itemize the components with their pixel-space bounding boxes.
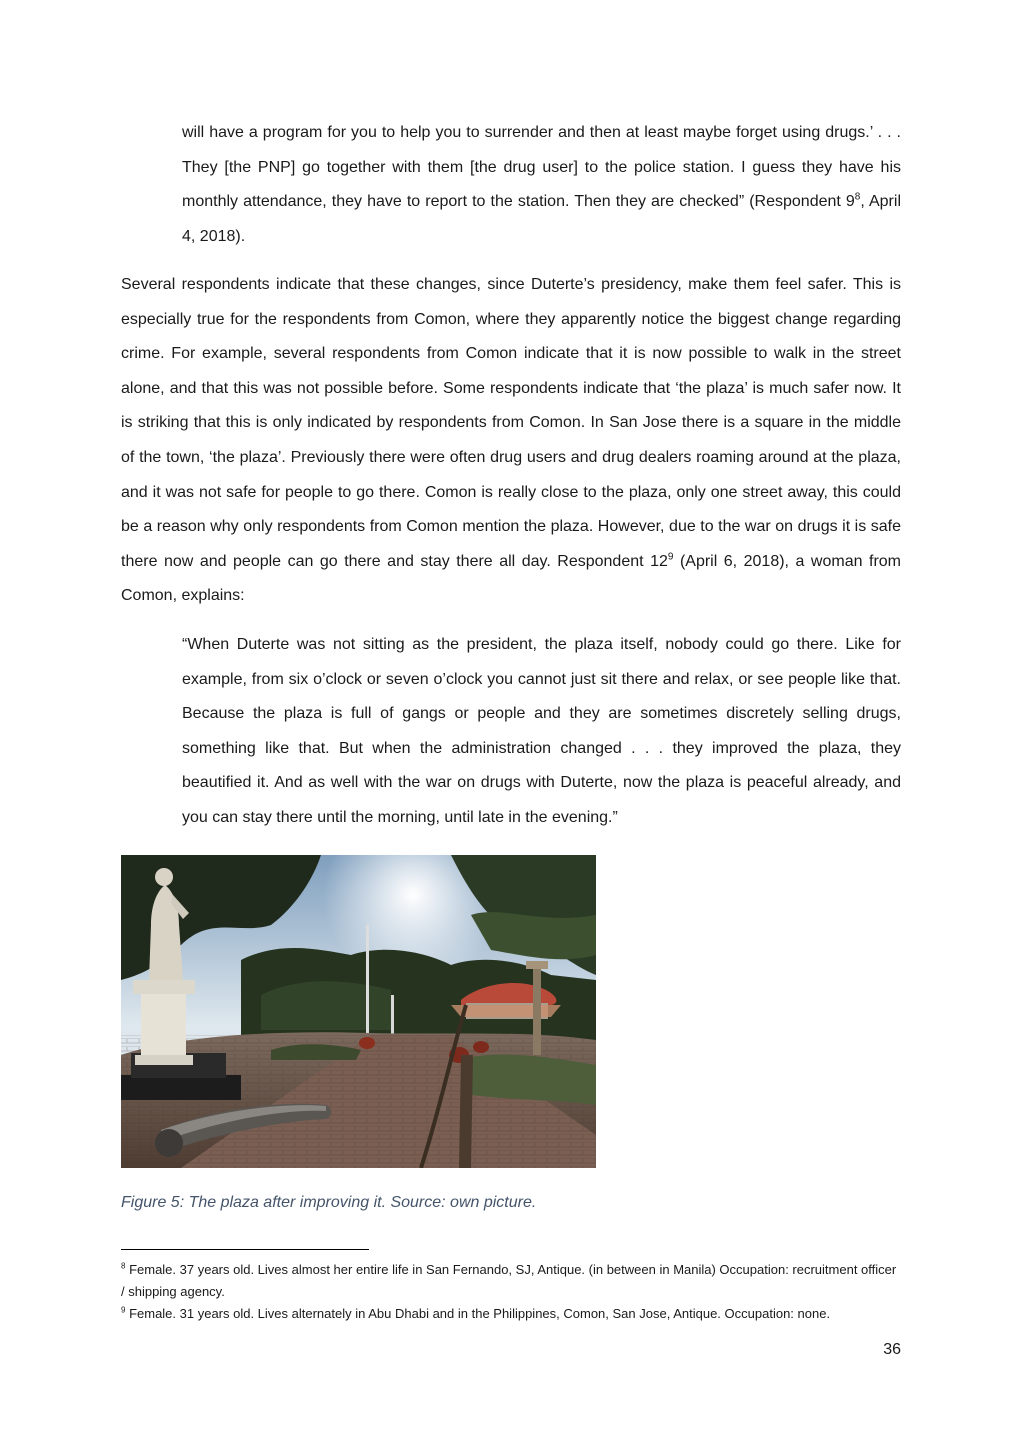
body-paragraph [121, 268, 901, 614]
quote-text: will have a program for you to help you to surrender and then at least maybe forget using drugs.’ . . . They [the PNP] go together with them [the drug user] to the police station. I guess they have his monthly attendance, they have to report to the station. Then they are checked” (Respondent 9 [182, 124, 901, 211]
paragraph-text: Several respondents indicate that these changes, since Duterte’s presidency, make them feel safer. This is especially true for the respondents from Comon, where they apparently notice the biggest change regarding crime. For example, several respondents from Comon indicate that it is now possible to walk in the street alone, and that this was not possible before. Some respondents indicate that ‘the plaza’ is much safer now. It is striking that this is only indicated by respondents from Comon. In San Jose there is a square in the middle of the town, ‘the plaza’. Previously there were often drug users and drug dealers roaming around at the plaza, and it was not safe for people to go there. Comon is really close to the plaza, only one street away, this could be a reason why only respondents from Comon mention the plaza. However, due to the war on drugs it is safe there now and people can go there and stay there all day. Respondent 12 [121, 276, 901, 570]
plaza-photo [121, 855, 596, 1168]
quote-citation: , April 4, 2018). [182, 193, 901, 245]
footnote-8 [121, 1259, 901, 1302]
footnote-separator [121, 1249, 369, 1250]
plaza-photo-illustration [121, 855, 596, 1168]
footnote-ref-9[interactable]: 9 [667, 551, 674, 563]
footnote-mark: 8 [121, 1261, 126, 1271]
footnote-9 [121, 1303, 901, 1325]
block-quote-respondent-9 [182, 116, 901, 254]
figure-caption: Figure 5: The plaza after improving it. Source: own picture. [121, 1194, 537, 1211]
page-number: 36 [883, 1341, 901, 1358]
footnote-text: Female. 37 years old. Lives almost her entire life in San Fernando, SJ, Antique. (in between in Manila) Occupation: recruitment officer / shipping agency. [121, 1262, 897, 1299]
paragraph-text-end: (April 6, 2018), a woman from Comon, explains: [121, 552, 901, 605]
footnote-text: Female. 31 years old. Lives alternately in Abu Dhabi and in the Philippines, Comon, San Jose, Antique. Occupation: none. [125, 1306, 831, 1321]
footnote-ref-8[interactable]: 8 [854, 191, 861, 203]
footnote-mark: 9 [121, 1305, 126, 1315]
block-quote-respondent-12: “When Duterte was not sitting as the president, the plaza itself, nobody could go there. Like for example, from six o’clock or seven o’clock you cannot just sit there and relax, or see people like that. Because the plaza is full of gangs or people and they are sometimes discretely selling drugs, something like that. But when the administration changed . . . they improved the plaza, they beautified it. And as well with the war on drugs with Duterte, now the plaza is peaceful already, and you can stay there until the morning, until late in the evening.” [182, 636, 901, 826]
